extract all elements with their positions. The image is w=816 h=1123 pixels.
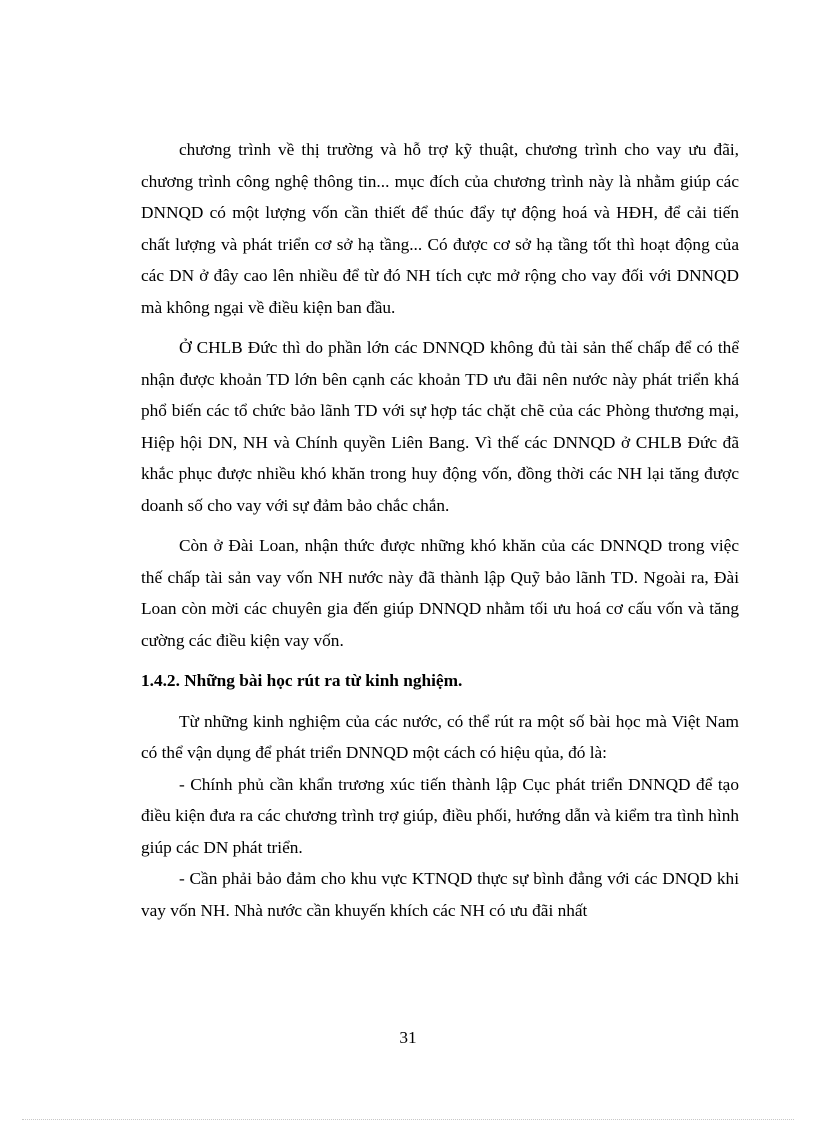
paragraph-lessons-intro: Từ những kinh nghiệm của các nước, có thể rút ra một số bài học mà Việt Nam có thể vận dụng để phát triển DNNQD một cách có hiệu qủa, đó là: (141, 711, 739, 762)
paragraph-germany: Ở CHLB Đức thì do phần lớn các DNNQD không đủ tài sản thế chấp để có thể nhận được khoản TD lớn bên cạnh các khoản TD ưu đãi nên nước này phát triển khá phổ biến các tổ chức bảo lãnh TD với sự hợp tác chặt chẽ của các Phòng thương mại, Hiệp hội DN, NH và Chính quyền Liên Bang. Vì thế các DNNQD ở CHLB Đức đã khắc phục được nhiều khó khăn trong huy động vốn, đồng thời các NH lại tăng được doanh số cho vay với sự đảm bảo chắc chắn. (141, 338, 739, 515)
page-bottom-border (22, 1119, 794, 1120)
paragraph-programs: chương trình về thị trường và hỗ trợ kỹ thuật, chương trình cho vay ưu đãi, chương trình công nghệ thông tin... mục đích của chương trình này là nhằm giúp các DNNQD có một lượng vốn cần thiết để thúc đẩy tự động hoá và HĐH, để cải tiến chất lượng và phát triển cơ sở hạ tầng... Có được cơ sở hạ tầng tốt thì hoạt động của các DN ở đây cao lên nhiều để từ đó NH tích cực mở rộng cho vay đối với DNNQD mà không ngại về điều kiện ban đầu. (141, 140, 739, 317)
section-heading: 1.4.2. Những bài học rút ra từ kinh nghiệm. (141, 671, 463, 690)
document-body (141, 134, 739, 926)
page-number: 31 (399, 1028, 417, 1047)
paragraph-taiwan: Còn ở Đài Loan, nhận thức được những khó khăn của các DNNQD trong việc thế chấp tài sản vay vốn NH nước này đã thành lập Quỹ bảo lãnh TD. Ngoài ra, Đài Loan còn mời các chuyên gia đến giúp DNNQD nhằm tối ưu hoá cơ cấu vốn và tăng cường các điều kiện vay vốn. (141, 536, 739, 650)
lesson-item: - Cần phải bảo đảm cho khu vực KTNQD thực sự bình đẳng với các DNQD khi vay vốn NH. Nhà nước cần khuyến khích các NH có ưu đãi nhất (141, 869, 739, 920)
lesson-item: - Chính phủ cần khẩn trương xúc tiến thành lập Cục phát triển DNNQD để tạo điều kiện đưa ra các chương trình trợ giúp, điều phối, hướng dẫn và kiểm tra tình hình giúp các DN phát triển. (141, 774, 739, 857)
